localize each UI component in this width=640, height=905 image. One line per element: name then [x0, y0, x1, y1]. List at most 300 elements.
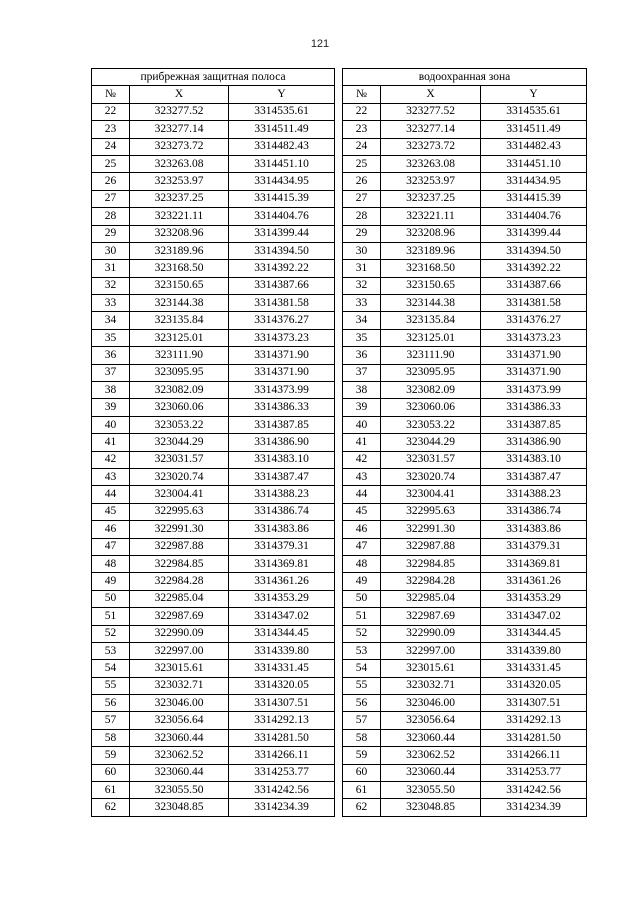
table-title: водоохранная зона: [343, 69, 587, 86]
x-coordinate-cell: 323208.96: [381, 225, 481, 242]
x-coordinate-cell: 323031.57: [381, 451, 481, 468]
table-row: [92, 729, 335, 746]
y-coordinate-cell: 3314386.74: [229, 503, 335, 520]
x-coordinate-cell: 323125.01: [381, 329, 481, 346]
point-number-cell: 54: [92, 660, 130, 677]
y-coordinate-cell: 3314376.27: [481, 312, 587, 329]
y-coordinate-cell: 3314394.50: [229, 242, 335, 259]
table-body-left: [92, 69, 335, 817]
y-coordinate-cell: 3314434.95: [229, 173, 335, 190]
table-row: [343, 677, 587, 694]
table-row: [92, 538, 335, 555]
x-coordinate-cell: 323237.25: [381, 190, 481, 207]
x-coordinate-cell: 323053.22: [381, 416, 481, 433]
y-coordinate-cell: 3314434.95: [481, 173, 587, 190]
y-coordinate-cell: 3314320.05: [229, 677, 335, 694]
point-number-cell: 47: [343, 538, 381, 555]
point-number-cell: 38: [343, 382, 381, 399]
y-coordinate-cell: 3314371.90: [229, 347, 335, 364]
point-number-cell: 27: [343, 190, 381, 207]
point-number-cell: 26: [92, 173, 130, 190]
y-coordinate-cell: 3314266.11: [481, 747, 587, 764]
y-coordinate-cell: 3314369.81: [481, 555, 587, 572]
table-row: [92, 242, 335, 259]
column-header-number: №: [92, 86, 130, 103]
point-number-cell: 52: [343, 625, 381, 642]
point-number-cell: 41: [343, 434, 381, 451]
table-row: [92, 521, 335, 538]
table-row: [343, 555, 587, 572]
x-coordinate-cell: 323055.50: [381, 782, 481, 799]
table-row: [343, 364, 587, 381]
y-coordinate-cell: 3314266.11: [229, 747, 335, 764]
x-coordinate-cell: 323056.64: [130, 712, 229, 729]
table-row: [343, 399, 587, 416]
table-row: [92, 451, 335, 468]
point-number-cell: 54: [343, 660, 381, 677]
point-number-cell: 62: [92, 799, 130, 816]
x-coordinate-cell: 322995.63: [130, 503, 229, 520]
point-number-cell: 33: [92, 295, 130, 312]
table-row: [92, 782, 335, 799]
y-coordinate-cell: 3314404.76: [481, 208, 587, 225]
y-coordinate-cell: 3314482.43: [229, 138, 335, 155]
table-row: [92, 642, 335, 659]
y-coordinate-cell: 3314392.22: [481, 260, 587, 277]
y-coordinate-cell: 3314404.76: [229, 208, 335, 225]
x-coordinate-cell: 323048.85: [130, 799, 229, 816]
y-coordinate-cell: 3314451.10: [229, 155, 335, 172]
table-row: [343, 660, 587, 677]
y-coordinate-cell: 3314387.85: [229, 416, 335, 433]
table-row: [92, 573, 335, 590]
x-coordinate-cell: 323208.96: [130, 225, 229, 242]
table-row: [92, 608, 335, 625]
point-number-cell: 57: [92, 712, 130, 729]
y-coordinate-cell: 3314386.90: [229, 434, 335, 451]
x-coordinate-cell: 323221.11: [381, 208, 481, 225]
table-row: [343, 625, 587, 642]
x-coordinate-cell: 322987.69: [381, 608, 481, 625]
table-title-row: [92, 69, 335, 86]
water-protection-zone-table: [342, 68, 587, 817]
point-number-cell: 56: [343, 695, 381, 712]
table-row: [92, 799, 335, 816]
table-row: [343, 242, 587, 259]
x-coordinate-cell: 322990.09: [130, 625, 229, 642]
y-coordinate-cell: 3314399.44: [481, 225, 587, 242]
y-coordinate-cell: 3314511.49: [481, 121, 587, 138]
table-title: прибрежная защитная полоса: [92, 69, 335, 86]
y-coordinate-cell: 3314387.47: [481, 468, 587, 485]
point-number-cell: 59: [343, 747, 381, 764]
table-row: [92, 382, 335, 399]
point-number-cell: 23: [92, 121, 130, 138]
point-number-cell: 40: [343, 416, 381, 433]
y-coordinate-cell: 3314387.66: [229, 277, 335, 294]
point-number-cell: 48: [343, 555, 381, 572]
y-coordinate-cell: 3314234.39: [481, 799, 587, 816]
table-row: [92, 329, 335, 346]
y-coordinate-cell: 3314376.27: [229, 312, 335, 329]
table-body-right: [343, 69, 587, 817]
y-coordinate-cell: 3314242.56: [481, 782, 587, 799]
x-coordinate-cell: 323053.22: [130, 416, 229, 433]
x-coordinate-cell: 323031.57: [130, 451, 229, 468]
table-row: [92, 625, 335, 642]
table-row: [92, 364, 335, 381]
table-row: [92, 347, 335, 364]
table-row: [92, 155, 335, 172]
x-coordinate-cell: 323221.11: [130, 208, 229, 225]
x-coordinate-cell: 323111.90: [130, 347, 229, 364]
y-coordinate-cell: 3314399.44: [229, 225, 335, 242]
x-coordinate-cell: 322984.28: [381, 573, 481, 590]
x-coordinate-cell: 323095.95: [381, 364, 481, 381]
point-number-cell: 42: [92, 451, 130, 468]
y-coordinate-cell: 3314535.61: [481, 103, 587, 120]
table-row: [343, 225, 587, 242]
y-coordinate-cell: 3314394.50: [481, 242, 587, 259]
table-row: [343, 347, 587, 364]
column-header-number: №: [343, 86, 381, 103]
table-header-row: [343, 86, 587, 103]
x-coordinate-cell: 322991.30: [381, 521, 481, 538]
point-number-cell: 47: [92, 538, 130, 555]
y-coordinate-cell: 3314383.10: [481, 451, 587, 468]
y-coordinate-cell: 3314387.47: [229, 468, 335, 485]
x-coordinate-cell: 323189.96: [130, 242, 229, 259]
table-row: [92, 764, 335, 781]
point-number-cell: 46: [343, 521, 381, 538]
x-coordinate-cell: 323048.85: [381, 799, 481, 816]
table-row: [343, 729, 587, 746]
y-coordinate-cell: 3314344.45: [229, 625, 335, 642]
y-coordinate-cell: 3314353.29: [229, 590, 335, 607]
y-coordinate-cell: 3314373.23: [229, 329, 335, 346]
point-number-cell: 31: [343, 260, 381, 277]
x-coordinate-cell: 323263.08: [130, 155, 229, 172]
point-number-cell: 33: [343, 295, 381, 312]
x-coordinate-cell: 323044.29: [130, 434, 229, 451]
y-coordinate-cell: 3314388.23: [481, 486, 587, 503]
point-number-cell: 51: [92, 608, 130, 625]
y-coordinate-cell: 3314451.10: [481, 155, 587, 172]
table-row: [92, 555, 335, 572]
table-row: [343, 608, 587, 625]
x-coordinate-cell: 322997.00: [130, 642, 229, 659]
point-number-cell: 37: [92, 364, 130, 381]
point-number-cell: 28: [92, 208, 130, 225]
x-coordinate-cell: 322990.09: [381, 625, 481, 642]
table-row: [343, 208, 587, 225]
y-coordinate-cell: 3314307.51: [481, 695, 587, 712]
table-row: [92, 747, 335, 764]
table-row: [343, 468, 587, 485]
point-number-cell: 45: [92, 503, 130, 520]
x-coordinate-cell: 323111.90: [381, 347, 481, 364]
table-row: [343, 155, 587, 172]
table-row: [92, 190, 335, 207]
y-coordinate-cell: 3314379.31: [229, 538, 335, 555]
y-coordinate-cell: 3314281.50: [229, 729, 335, 746]
point-number-cell: 57: [343, 712, 381, 729]
table-row: [92, 277, 335, 294]
x-coordinate-cell: 323015.61: [381, 660, 481, 677]
x-coordinate-cell: 323062.52: [130, 747, 229, 764]
y-coordinate-cell: 3314373.99: [229, 382, 335, 399]
point-number-cell: 39: [92, 399, 130, 416]
x-coordinate-cell: 323060.06: [381, 399, 481, 416]
y-coordinate-cell: 3314381.58: [229, 295, 335, 312]
x-coordinate-cell: 323168.50: [381, 260, 481, 277]
x-coordinate-cell: 322985.04: [130, 590, 229, 607]
point-number-cell: 53: [92, 642, 130, 659]
y-coordinate-cell: 3314371.90: [481, 347, 587, 364]
table-row: [343, 503, 587, 520]
y-coordinate-cell: 3314415.39: [229, 190, 335, 207]
point-number-cell: 62: [343, 799, 381, 816]
point-number-cell: 24: [343, 138, 381, 155]
table-row: [343, 329, 587, 346]
point-number-cell: 27: [92, 190, 130, 207]
point-number-cell: 35: [92, 329, 130, 346]
table-row: [343, 764, 587, 781]
x-coordinate-cell: 323125.01: [130, 329, 229, 346]
point-number-cell: 40: [92, 416, 130, 433]
x-coordinate-cell: 323004.41: [130, 486, 229, 503]
point-number-cell: 31: [92, 260, 130, 277]
x-coordinate-cell: 323082.09: [130, 382, 229, 399]
point-number-cell: 25: [92, 155, 130, 172]
table-row: [92, 173, 335, 190]
table-row: [343, 538, 587, 555]
table-row: [92, 468, 335, 485]
y-coordinate-cell: 3314386.74: [481, 503, 587, 520]
page-number: 121: [310, 38, 330, 50]
table-row: [92, 712, 335, 729]
point-number-cell: 55: [343, 677, 381, 694]
point-number-cell: 43: [92, 468, 130, 485]
y-coordinate-cell: 3314339.80: [229, 642, 335, 659]
point-number-cell: 49: [92, 573, 130, 590]
column-header-y: Y: [481, 86, 587, 103]
table-row: [343, 486, 587, 503]
point-number-cell: 28: [343, 208, 381, 225]
x-coordinate-cell: 323277.52: [130, 103, 229, 120]
x-coordinate-cell: 323095.95: [130, 364, 229, 381]
x-coordinate-cell: 323237.25: [130, 190, 229, 207]
x-coordinate-cell: 323277.52: [381, 103, 481, 120]
y-coordinate-cell: 3314320.05: [481, 677, 587, 694]
point-number-cell: 29: [343, 225, 381, 242]
x-coordinate-cell: 323060.44: [381, 729, 481, 746]
column-header-x: X: [130, 86, 229, 103]
x-coordinate-cell: 323082.09: [381, 382, 481, 399]
x-coordinate-cell: 322984.85: [130, 555, 229, 572]
x-coordinate-cell: 322984.28: [130, 573, 229, 590]
table-title-row: [343, 69, 587, 86]
point-number-cell: 36: [92, 347, 130, 364]
x-coordinate-cell: 322997.00: [381, 642, 481, 659]
y-coordinate-cell: 3314253.77: [481, 764, 587, 781]
point-number-cell: 26: [343, 173, 381, 190]
y-coordinate-cell: 3314415.39: [481, 190, 587, 207]
x-coordinate-cell: 323144.38: [381, 295, 481, 312]
x-coordinate-cell: 322987.88: [130, 538, 229, 555]
x-coordinate-cell: 323253.97: [130, 173, 229, 190]
table-row: [343, 451, 587, 468]
point-number-cell: 45: [343, 503, 381, 520]
y-coordinate-cell: 3314281.50: [481, 729, 587, 746]
y-coordinate-cell: 3314379.31: [481, 538, 587, 555]
point-number-cell: 44: [92, 486, 130, 503]
point-number-cell: 37: [343, 364, 381, 381]
y-coordinate-cell: 3314511.49: [229, 121, 335, 138]
x-coordinate-cell: 323135.84: [381, 312, 481, 329]
x-coordinate-cell: 323135.84: [130, 312, 229, 329]
x-coordinate-cell: 323144.38: [130, 295, 229, 312]
table-row: [343, 799, 587, 816]
y-coordinate-cell: 3314381.58: [481, 295, 587, 312]
x-coordinate-cell: 323032.71: [130, 677, 229, 694]
table-row: [92, 695, 335, 712]
table-row: [343, 590, 587, 607]
x-coordinate-cell: 323277.14: [381, 121, 481, 138]
x-coordinate-cell: 322987.88: [381, 538, 481, 555]
point-number-cell: 52: [92, 625, 130, 642]
table-row: [92, 138, 335, 155]
y-coordinate-cell: 3314383.86: [229, 521, 335, 538]
point-number-cell: 43: [343, 468, 381, 485]
x-coordinate-cell: 323032.71: [381, 677, 481, 694]
point-number-cell: 41: [92, 434, 130, 451]
table-row: [92, 121, 335, 138]
y-coordinate-cell: 3314373.99: [481, 382, 587, 399]
y-coordinate-cell: 3314383.10: [229, 451, 335, 468]
table-row: [343, 295, 587, 312]
x-coordinate-cell: 322995.63: [381, 503, 481, 520]
point-number-cell: 46: [92, 521, 130, 538]
point-number-cell: 22: [343, 103, 381, 120]
point-number-cell: 34: [92, 312, 130, 329]
point-number-cell: 60: [92, 764, 130, 781]
x-coordinate-cell: 323263.08: [381, 155, 481, 172]
y-coordinate-cell: 3314344.45: [481, 625, 587, 642]
y-coordinate-cell: 3314371.90: [481, 364, 587, 381]
x-coordinate-cell: 323020.74: [381, 468, 481, 485]
point-number-cell: 25: [343, 155, 381, 172]
x-coordinate-cell: 323056.64: [381, 712, 481, 729]
table-row: [343, 782, 587, 799]
table-row: [92, 312, 335, 329]
y-coordinate-cell: 3314307.51: [229, 695, 335, 712]
x-coordinate-cell: 323273.72: [130, 138, 229, 155]
y-coordinate-cell: 3314331.45: [229, 660, 335, 677]
table-row: [343, 173, 587, 190]
y-coordinate-cell: 3314331.45: [481, 660, 587, 677]
table-row: [343, 190, 587, 207]
table-row: [343, 382, 587, 399]
point-number-cell: 23: [343, 121, 381, 138]
y-coordinate-cell: 3314361.26: [481, 573, 587, 590]
table-row: [92, 503, 335, 520]
x-coordinate-cell: 323060.44: [130, 729, 229, 746]
table-row: [92, 260, 335, 277]
x-coordinate-cell: 323253.97: [381, 173, 481, 190]
y-coordinate-cell: 3314535.61: [229, 103, 335, 120]
point-number-cell: 50: [343, 590, 381, 607]
table-row: [92, 225, 335, 242]
x-coordinate-cell: 322984.85: [381, 555, 481, 572]
x-coordinate-cell: 323150.65: [130, 277, 229, 294]
y-coordinate-cell: 3314387.85: [481, 416, 587, 433]
x-coordinate-cell: 323060.44: [381, 764, 481, 781]
table-header-row: [92, 86, 335, 103]
point-number-cell: 58: [92, 729, 130, 746]
y-coordinate-cell: 3314253.77: [229, 764, 335, 781]
table-row: [343, 521, 587, 538]
table-row: [92, 590, 335, 607]
table-row: [343, 642, 587, 659]
x-coordinate-cell: 323273.72: [381, 138, 481, 155]
table-row: [343, 277, 587, 294]
x-coordinate-cell: 323150.65: [381, 277, 481, 294]
point-number-cell: 55: [92, 677, 130, 694]
point-number-cell: 30: [343, 242, 381, 259]
x-coordinate-cell: 323004.41: [381, 486, 481, 503]
y-coordinate-cell: 3314242.56: [229, 782, 335, 799]
y-coordinate-cell: 3314386.33: [481, 399, 587, 416]
x-coordinate-cell: 323020.74: [130, 468, 229, 485]
y-coordinate-cell: 3314482.43: [481, 138, 587, 155]
point-number-cell: 44: [343, 486, 381, 503]
table-row: [343, 712, 587, 729]
y-coordinate-cell: 3314373.23: [481, 329, 587, 346]
y-coordinate-cell: 3314347.02: [229, 608, 335, 625]
y-coordinate-cell: 3314353.29: [481, 590, 587, 607]
column-header-y: Y: [229, 86, 335, 103]
y-coordinate-cell: 3314339.80: [481, 642, 587, 659]
point-number-cell: 24: [92, 138, 130, 155]
x-coordinate-cell: 322991.30: [130, 521, 229, 538]
x-coordinate-cell: 323277.14: [130, 121, 229, 138]
x-coordinate-cell: 322985.04: [381, 590, 481, 607]
x-coordinate-cell: 323046.00: [130, 695, 229, 712]
y-coordinate-cell: 3314392.22: [229, 260, 335, 277]
y-coordinate-cell: 3314292.13: [481, 712, 587, 729]
coastal-protective-strip-table: [91, 68, 335, 817]
y-coordinate-cell: 3314234.39: [229, 799, 335, 816]
point-number-cell: 34: [343, 312, 381, 329]
point-number-cell: 32: [343, 277, 381, 294]
point-number-cell: 39: [343, 399, 381, 416]
y-coordinate-cell: 3314386.90: [481, 434, 587, 451]
y-coordinate-cell: 3314388.23: [229, 486, 335, 503]
table-row: [343, 416, 587, 433]
point-number-cell: 56: [92, 695, 130, 712]
table-row: [343, 434, 587, 451]
point-number-cell: 38: [92, 382, 130, 399]
point-number-cell: 36: [343, 347, 381, 364]
point-number-cell: 61: [92, 782, 130, 799]
point-number-cell: 35: [343, 329, 381, 346]
x-coordinate-cell: 323062.52: [381, 747, 481, 764]
point-number-cell: 50: [92, 590, 130, 607]
point-number-cell: 29: [92, 225, 130, 242]
table-row: [343, 260, 587, 277]
point-number-cell: 48: [92, 555, 130, 572]
